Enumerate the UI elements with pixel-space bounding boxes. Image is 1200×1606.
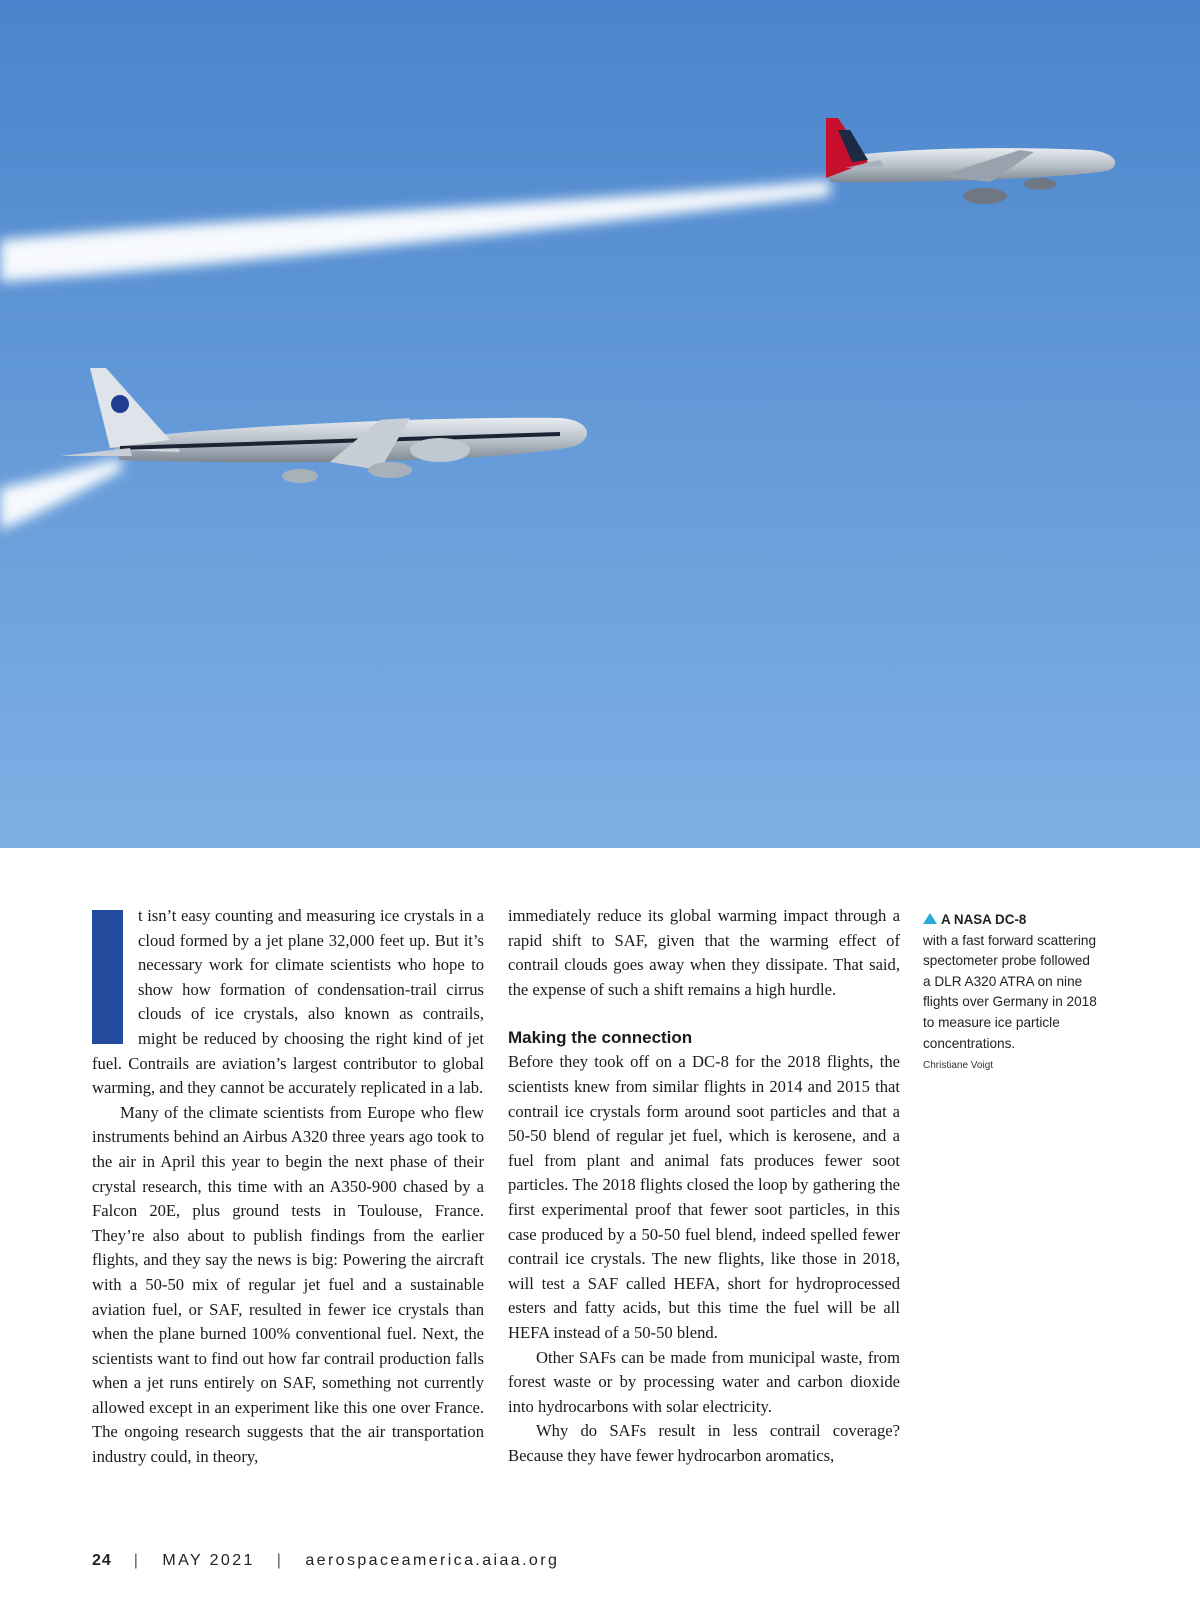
caption-head: A NASA DC-8 (941, 912, 1027, 927)
caption-body: with a fast forward scattering spectometer probe followed a DLR A320 ATRA on nine flights over Germany in 2018 to measure ice particle concentrations. (923, 932, 1097, 1051)
triangle-up-icon (923, 913, 937, 924)
drop-cap (92, 910, 123, 1044)
article-paragraph: immediately reduce its global warming impact through a rapid shift to SAF, given that the warming effect of contrail clouds goes away when they dissipate. That said, the expense of such a shift remains a high hurdle. (508, 906, 900, 999)
page-footer: 24 | MAY 2021 | aerospaceamerica.aiaa.org (92, 1552, 560, 1569)
article-paragraph: t isn’t easy counting and measuring ice crystals in a cloud formed by a jet plane 32,000 feet up. But it’s necessary work for climate scientists who hope to show how formation of condensation-trail cirrus clouds of ice crystals, also known as contrails, might be reduced by choosing the right kind of jet fuel. Contrails are aviation’s largest contributor to global warming, and they cannot be accurately replicated in a lab. (92, 906, 484, 1098)
article-paragraph: Many of the climate scientists from Europe who flew instruments behind an Airbus A320 three years ago took to the air in April this year to begin the next phase of their crystal research, this time with an A350-900 chased by a Falcon 20E, plus ground tests in Toulouse, France. They’re also about to publish findings from the earlier flights, and they say the news is big: Powering the aircraft with a 50-50 mix of regular jet fuel and a sustainable aviation fuel, or SAF, resulted in fewer ice crystals than when the plane burned 100% conventional fuel. Next, the scientists want to find out how far contrail production falls when a jet runs entirely on SAF, something not currently allowed except in an experiment like this one over France. The ongoing research suggests that the air transportation industry could, in theory, (92, 1102, 484, 1467)
article-column-1 (92, 904, 484, 1470)
article-paragraph: Why do SAFs result in less contrail coverage? Because they have fewer hydrocarbon aromatics, (508, 1421, 900, 1465)
page-number: 24 (92, 1552, 112, 1569)
website-link[interactable]: aerospaceamerica.aiaa.org (305, 1552, 560, 1569)
photo-caption (923, 910, 1098, 1077)
issue-date: MAY 2021 (162, 1552, 255, 1569)
article-paragraph: Other SAFs can be made from municipal waste, from forest waste or by processing water and carbon dioxide into hydrocarbons with solar electricity. (508, 1347, 900, 1416)
section-subhead: Making the connection (508, 1028, 693, 1048)
article-column-2 (508, 904, 900, 1468)
photo-credit: Christiane Voigt (923, 1060, 994, 1072)
article-paragraph: Before they took off on a DC-8 for the 2018 flights, the scientists knew from similar flights in 2014 and 2015 that contrail ice crystals form around soot particles and that a 50-50 blend of regular jet fuel, which is kerosene, and a fuel from plant and animal fats produces fewer soot particles. The 2018 flights closed the loop by gathering the first experimental proof that fewer soot particles, in this case produced by a 50-50 fuel blend, indeed spelled fewer contrail ice crystals. The new flights, like those in 2018, will test a SAF called HEFA, short for hydroprocessed esters and fatty acids, but this time the fuel will be all HEFA instead of a 50-50 blend. (508, 1052, 900, 1342)
